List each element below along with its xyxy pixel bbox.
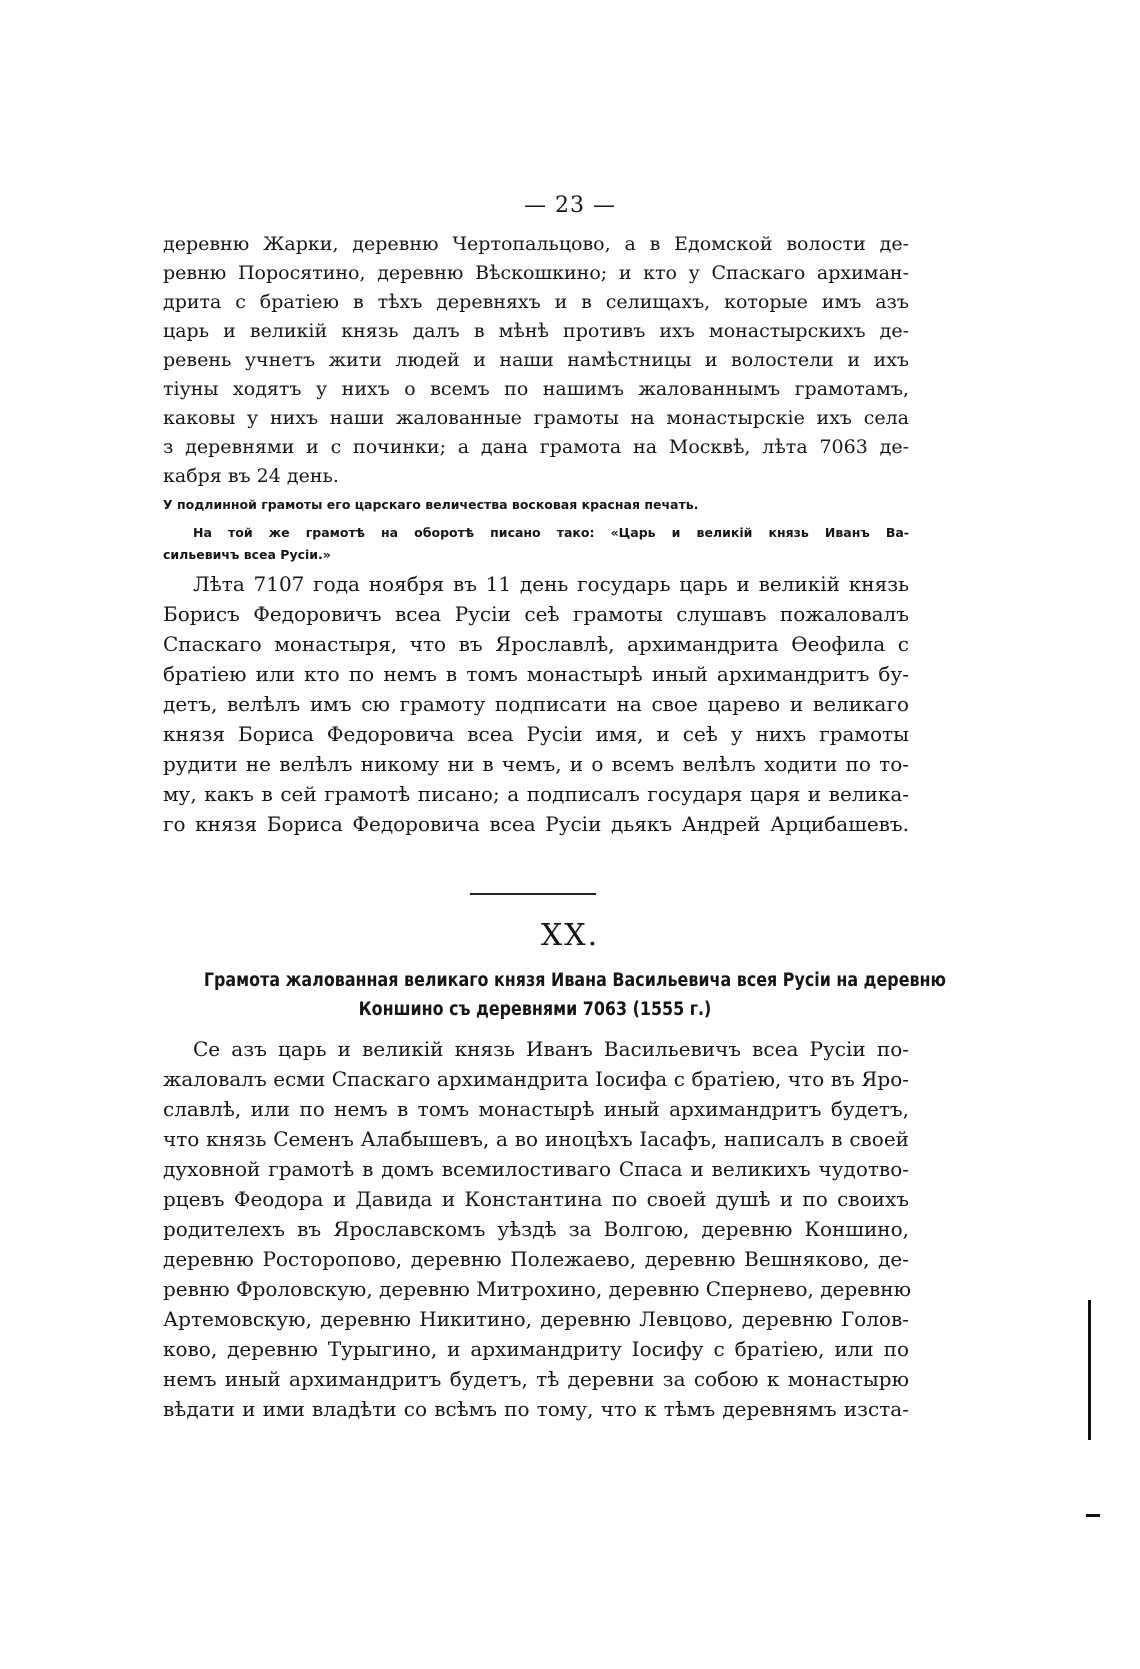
- section-heading: Грамота жалованная великаго князя Ивана Васильевича всея Русiи на деревню: [203, 970, 947, 991]
- body-line: что князь Семенъ Алабышевъ, а во иноцѣхъ Iасафъ, написалъ в своей: [163, 1127, 909, 1151]
- body-line: духовной грамотѣ в домъ всемилостиваго Спаса и великихъ чудотво-: [163, 1157, 909, 1181]
- body-line: ревню Фроловскую, деревню Митрохино, деревню Сперневo, деревню: [163, 1277, 911, 1301]
- text-line: каковы у нихъ наши жалованные грамоты на монастырскiе ихъ села: [163, 407, 909, 429]
- endorsement-line: детъ, велѣлъ имъ сю грамоту подписати на свое царево и великаго: [163, 692, 909, 716]
- text-line: ревню Поросятино, деревню Вѣскошкино; и кто у Спаскаго архиман-: [163, 262, 909, 284]
- endorsement-line: Лѣта 7107 года ноября въ 11 день государь царь и великiй князь: [193, 572, 909, 596]
- body-line: рцевъ Феодора и Давида и Константина по своей душѣ и по своихъ: [163, 1187, 909, 1211]
- body-line: вѣдати и ими владѣти со всѣмъ по тому, что к тѣмъ деревнямъ изста-: [163, 1397, 909, 1421]
- text-line: деревню Жарки, деревню Чертопальцово, а в Едомской волости де-: [163, 233, 909, 255]
- text-line: царь и великiй князь далъ в мѣнѣ противъ ихъ монастырскихъ де-: [163, 320, 909, 342]
- section-number: XX.: [540, 918, 600, 953]
- scan-edge-mark: [1086, 1514, 1100, 1517]
- scan-edge-mark: [1088, 1300, 1091, 1440]
- body-line: родителехъ въ Ярославскомъ уѣздѣ за Волгою, деревню Коншино,: [163, 1217, 909, 1241]
- reverse-note: На той же грамотѣ на оборотѣ писано тако: «Царь и великiй князь Иванъ Ва-: [193, 525, 909, 540]
- endorsement-line: братiею или кто по немъ в томъ монастырѣ иный архимандритъ бу-: [163, 662, 909, 686]
- body-line: немъ иный архимандритъ будетъ, тѣ деревни за собою к монастырю: [163, 1367, 909, 1391]
- reverse-note: сильевичъ всеа Русiи.»: [163, 547, 331, 562]
- body-line: жаловалъ есми Спаскаго архимандрита Iосифа с братiею, что въ Яро-: [163, 1067, 909, 1091]
- body-line: славлѣ, или по немъ в томъ монастырѣ иный архимандритъ будетъ,: [163, 1097, 909, 1121]
- endorsement-line: рудити не велѣлъ никому ни в чемъ, и о всемъ велѣлъ ходити по то-: [163, 752, 909, 776]
- endorsement-line: му, какъ в сей грамотѣ писано; а подписалъ государя царя и велика-: [163, 782, 909, 806]
- endorsement-line: Борисъ Федоровичъ всеа Русiи сеѣ грамоты слушавъ пожаловалъ: [163, 602, 909, 626]
- body-line: деревню Росторопово, деревню Полежаево, деревню Вешняково, де-: [163, 1247, 909, 1271]
- section-divider: [470, 893, 596, 895]
- section-heading: Коншино съ деревнями 7063 (1555 г.): [358, 999, 712, 1020]
- endorsement-line: Спаскаго монастыря, что въ Ярославлѣ, архимандрита Ѳеофила с: [163, 632, 909, 656]
- text-line: дрита с братiею в тѣхъ деревняхъ и в селищахъ, которые имъ азъ: [163, 291, 909, 313]
- body-line: ково, деревню Турыгино, и архимандриту Iосифу с братiею, или по: [163, 1337, 909, 1361]
- endorsement-line: князя Бориса Федоровича всеа Русiи имя, и сеѣ у нихъ грамоты: [163, 722, 909, 746]
- text-line: ревень учнетъ жити людей и наши намѣстницы и волостели и ихъ: [163, 349, 909, 371]
- body-line: Се азъ царь и великiй князь Иванъ Васильевичъ всеа Русiи по-: [193, 1037, 909, 1061]
- text-line: тiуны ходятъ у нихъ о всемъ по нашимъ жалованнымъ грамотамъ,: [163, 378, 909, 400]
- text-line: з деревнями и с починки; а дана грамота на Москвѣ, лѣта 7063 де-: [163, 436, 909, 458]
- endorsement-line: го князя Бориса Федоровича всеа Русiи дьякъ Андрей Арцибашевъ.: [163, 812, 909, 836]
- page-number: — 23 —: [524, 193, 616, 218]
- text-line: кабря въ 24 день.: [163, 465, 339, 487]
- body-line: Артемовскую, деревню Никитино, деревню Левцово, деревню Голов-: [163, 1307, 909, 1331]
- seal-note: У подлинной грамоты его царскаго величества восковая красная печать.: [163, 497, 699, 512]
